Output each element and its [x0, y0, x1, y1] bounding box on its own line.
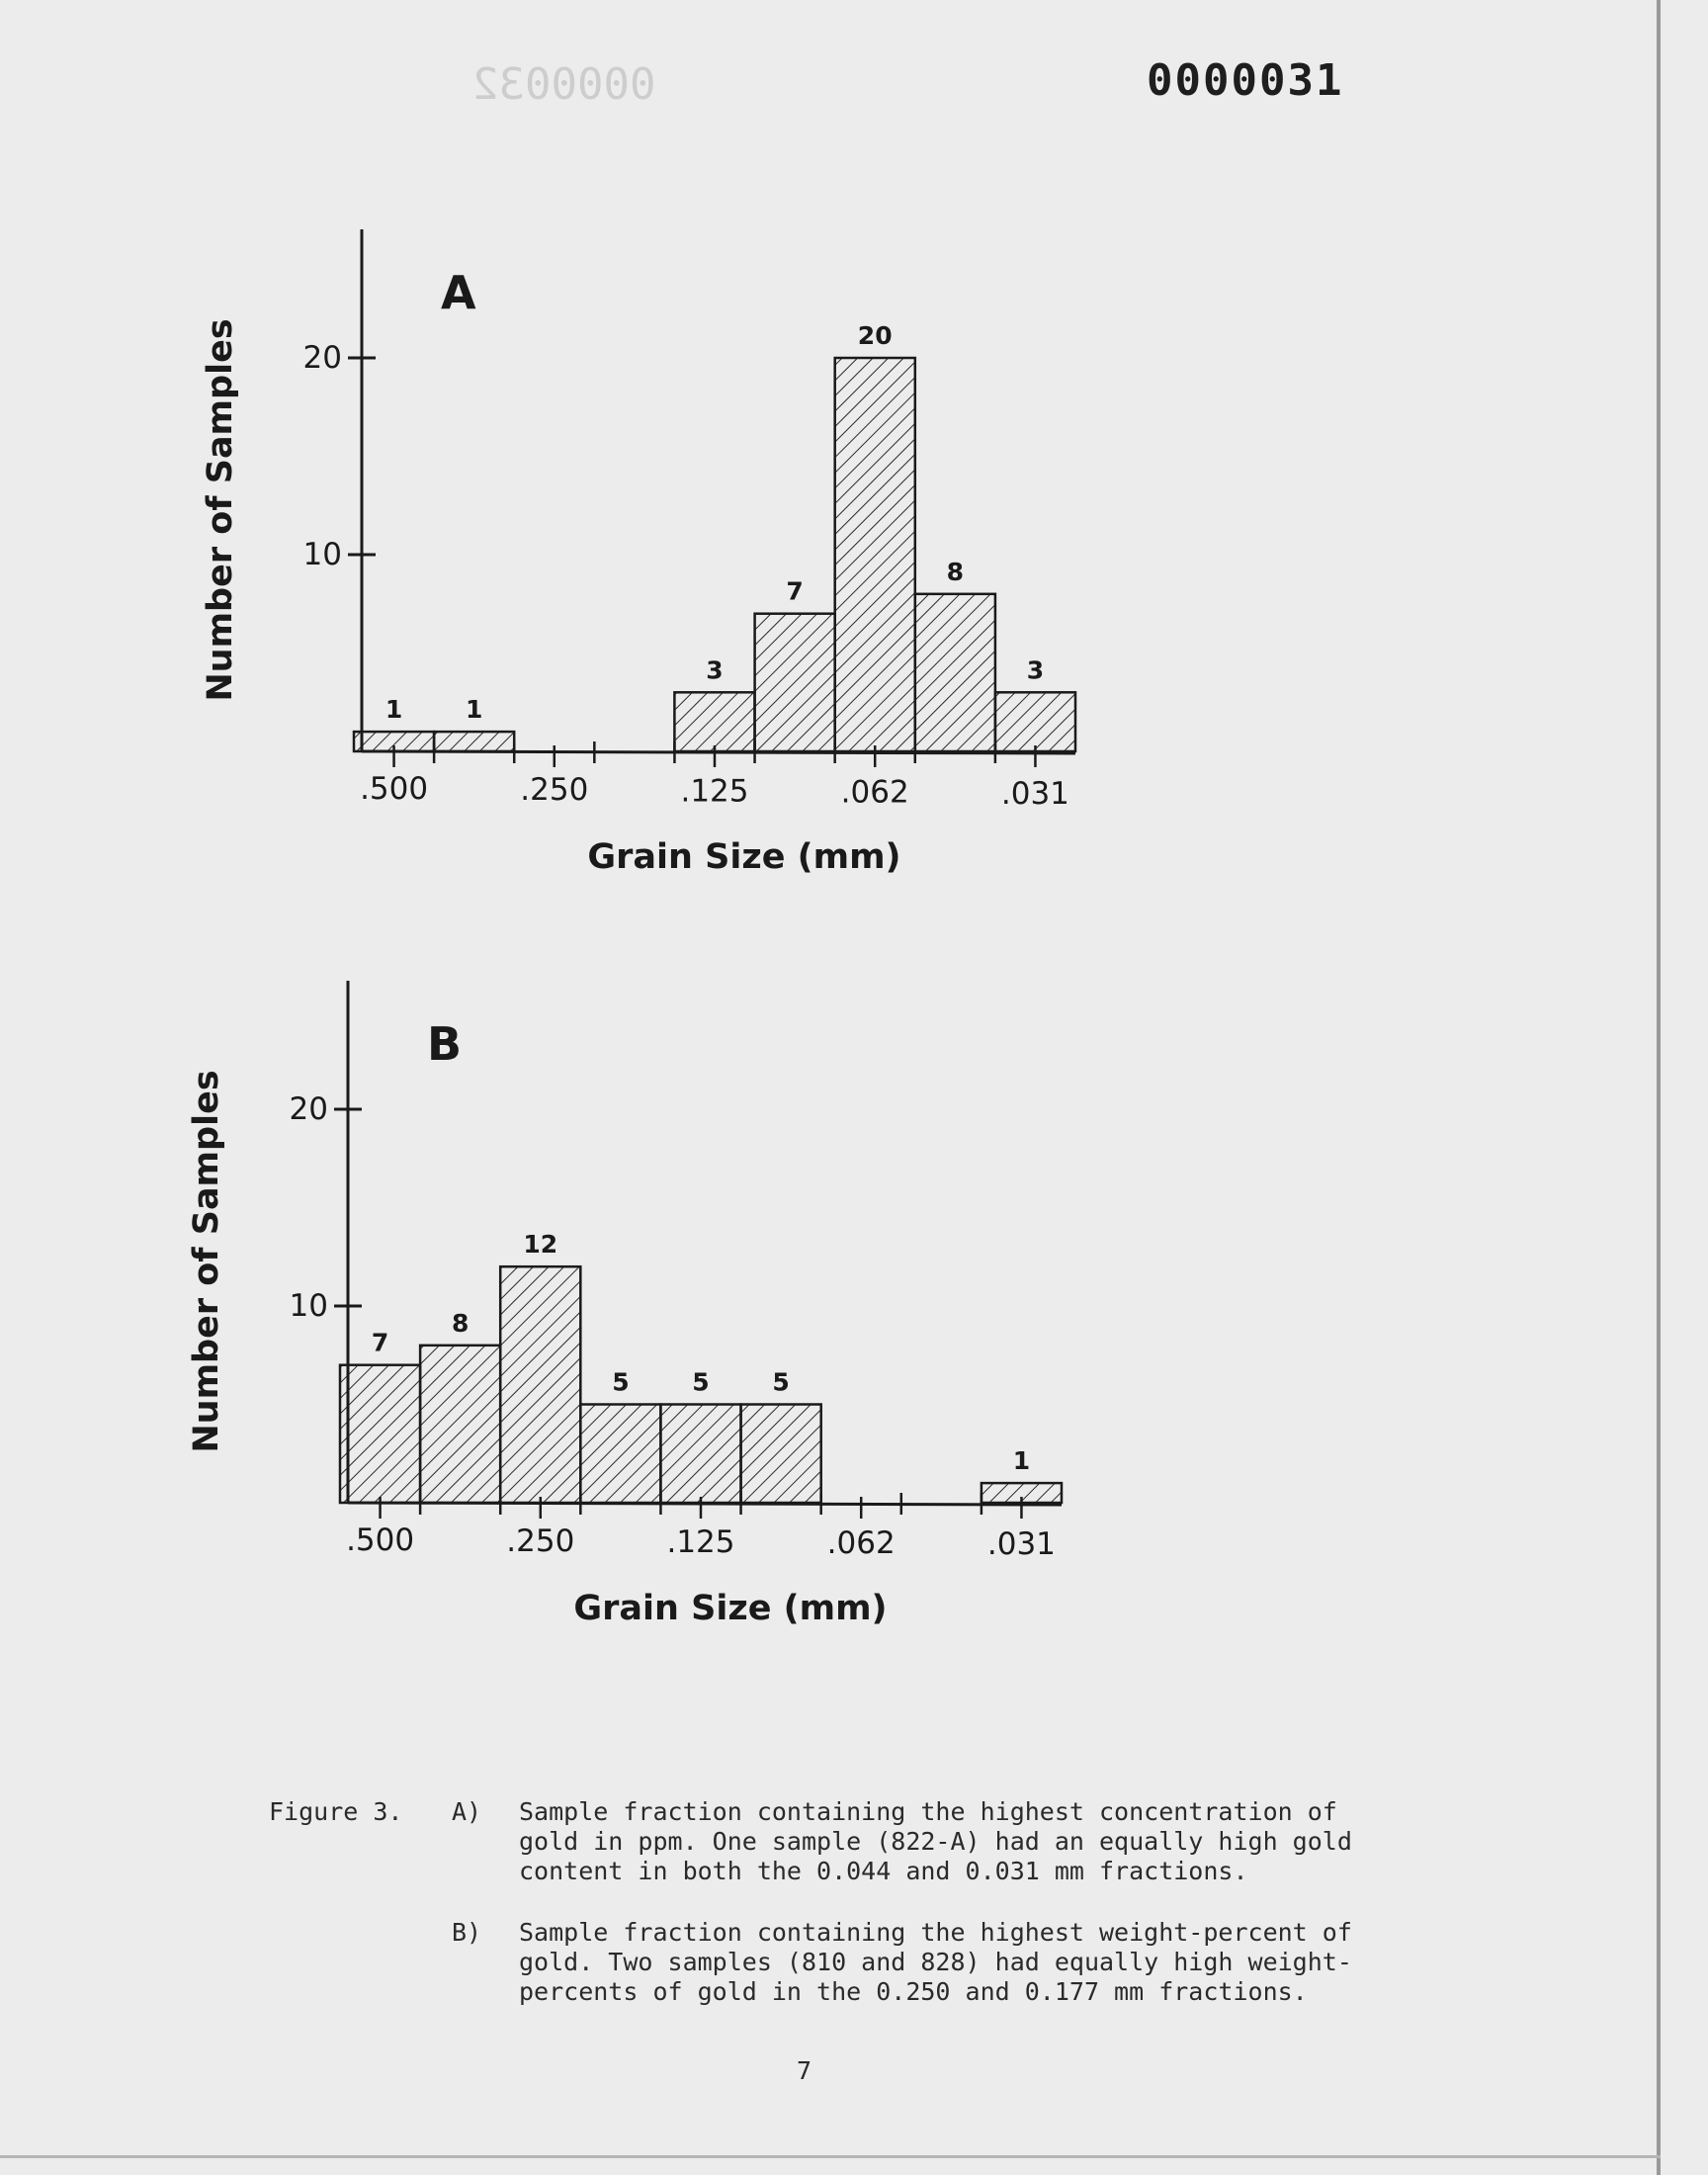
caption-line: gold in ppm. One sample (822-A) had an equally high gold — [519, 1827, 1352, 1856]
bar-b-2 — [500, 1266, 580, 1503]
data-label: 1 — [384, 695, 403, 725]
x-tick-label: .062 — [840, 774, 909, 811]
x-axis-line — [362, 751, 1075, 753]
x-tick-label: .125 — [666, 1524, 735, 1560]
caption-line: percents of gold in the 0.250 and 0.177 mm fractions. — [519, 1977, 1308, 2006]
x-tick-label: .500 — [360, 771, 429, 807]
bar-b-0 — [340, 1365, 420, 1503]
bar-a-6 — [835, 358, 915, 751]
bar-b-3 — [580, 1405, 660, 1504]
caption-spacer — [269, 1918, 452, 2007]
y-tick-label: 10 — [289, 1288, 328, 1324]
caption-part-a — [269, 1797, 1494, 1886]
caption-part-a-text — [519, 1797, 1468, 1886]
y-tick-label: 20 — [302, 340, 342, 376]
caption-part-b — [269, 1918, 1494, 2007]
data-label: 3 — [1026, 655, 1045, 685]
x-tick-label: .250 — [506, 1523, 575, 1559]
caption-line: Sample fraction containing the highest concentration of — [519, 1797, 1337, 1826]
bar-a-4 — [674, 692, 754, 751]
y-axis-title: Number of Samples — [201, 318, 240, 702]
panel-label: B — [427, 1017, 463, 1071]
document-number: 0000031 — [1147, 55, 1344, 106]
data-label: 3 — [706, 655, 724, 685]
data-label: 1 — [465, 695, 483, 725]
data-label: 7 — [371, 1328, 389, 1357]
caption-part-b-label: B) — [452, 1918, 482, 1947]
x-axis-title: Grain Size (mm) — [573, 1589, 888, 1628]
x-tick-label: .031 — [1000, 775, 1069, 812]
data-label: 1 — [1012, 1446, 1031, 1476]
x-axis-line — [348, 1503, 1062, 1505]
caption-figure-label: Figure 3. — [269, 1797, 403, 1826]
data-label: 8 — [946, 557, 965, 586]
caption-line: Sample fraction containing the highest weight-percent of — [519, 1918, 1352, 1947]
x-tick-label: .125 — [680, 773, 749, 810]
x-tick-label: .031 — [986, 1526, 1056, 1562]
bar-a-1 — [434, 732, 514, 751]
bar-a-5 — [755, 614, 835, 751]
bar-a-7 — [915, 594, 995, 751]
data-label: 20 — [857, 321, 893, 350]
bar-b-4 — [660, 1405, 740, 1504]
page-number: 7 — [797, 2056, 812, 2085]
bar-b-5 — [741, 1405, 821, 1504]
y-tick-label: 10 — [302, 537, 342, 572]
data-label: 5 — [612, 1367, 630, 1397]
bar-a-8 — [995, 692, 1075, 751]
x-tick-label: .250 — [520, 772, 589, 809]
figure-caption — [269, 1797, 1494, 2007]
x-tick-label: .500 — [346, 1522, 415, 1558]
panel-label: A — [441, 266, 476, 319]
x-tick-label: .062 — [826, 1525, 896, 1561]
caption-part-a-label: A) — [452, 1797, 482, 1826]
data-label: 8 — [451, 1308, 470, 1338]
data-label: 5 — [772, 1367, 790, 1397]
caption-line: gold. Two samples (810 and 828) had equally high weight- — [519, 1948, 1352, 1976]
x-axis-title: Grain Size (mm) — [587, 837, 901, 877]
y-tick-label: 20 — [289, 1091, 328, 1127]
data-label: 12 — [523, 1230, 558, 1260]
page-edge-bottom — [0, 2155, 1661, 2158]
bar-b-1 — [420, 1346, 500, 1503]
y-axis-title: Number of Samples — [187, 1070, 226, 1453]
data-label: 7 — [786, 576, 804, 606]
data-label: 5 — [692, 1367, 710, 1397]
caption-line: content in both the 0.044 and 0.031 mm fractions. — [519, 1857, 1248, 1885]
caption-part-b-text — [519, 1918, 1468, 2007]
bleed-through-doc-number: 0000032 — [472, 59, 656, 110]
